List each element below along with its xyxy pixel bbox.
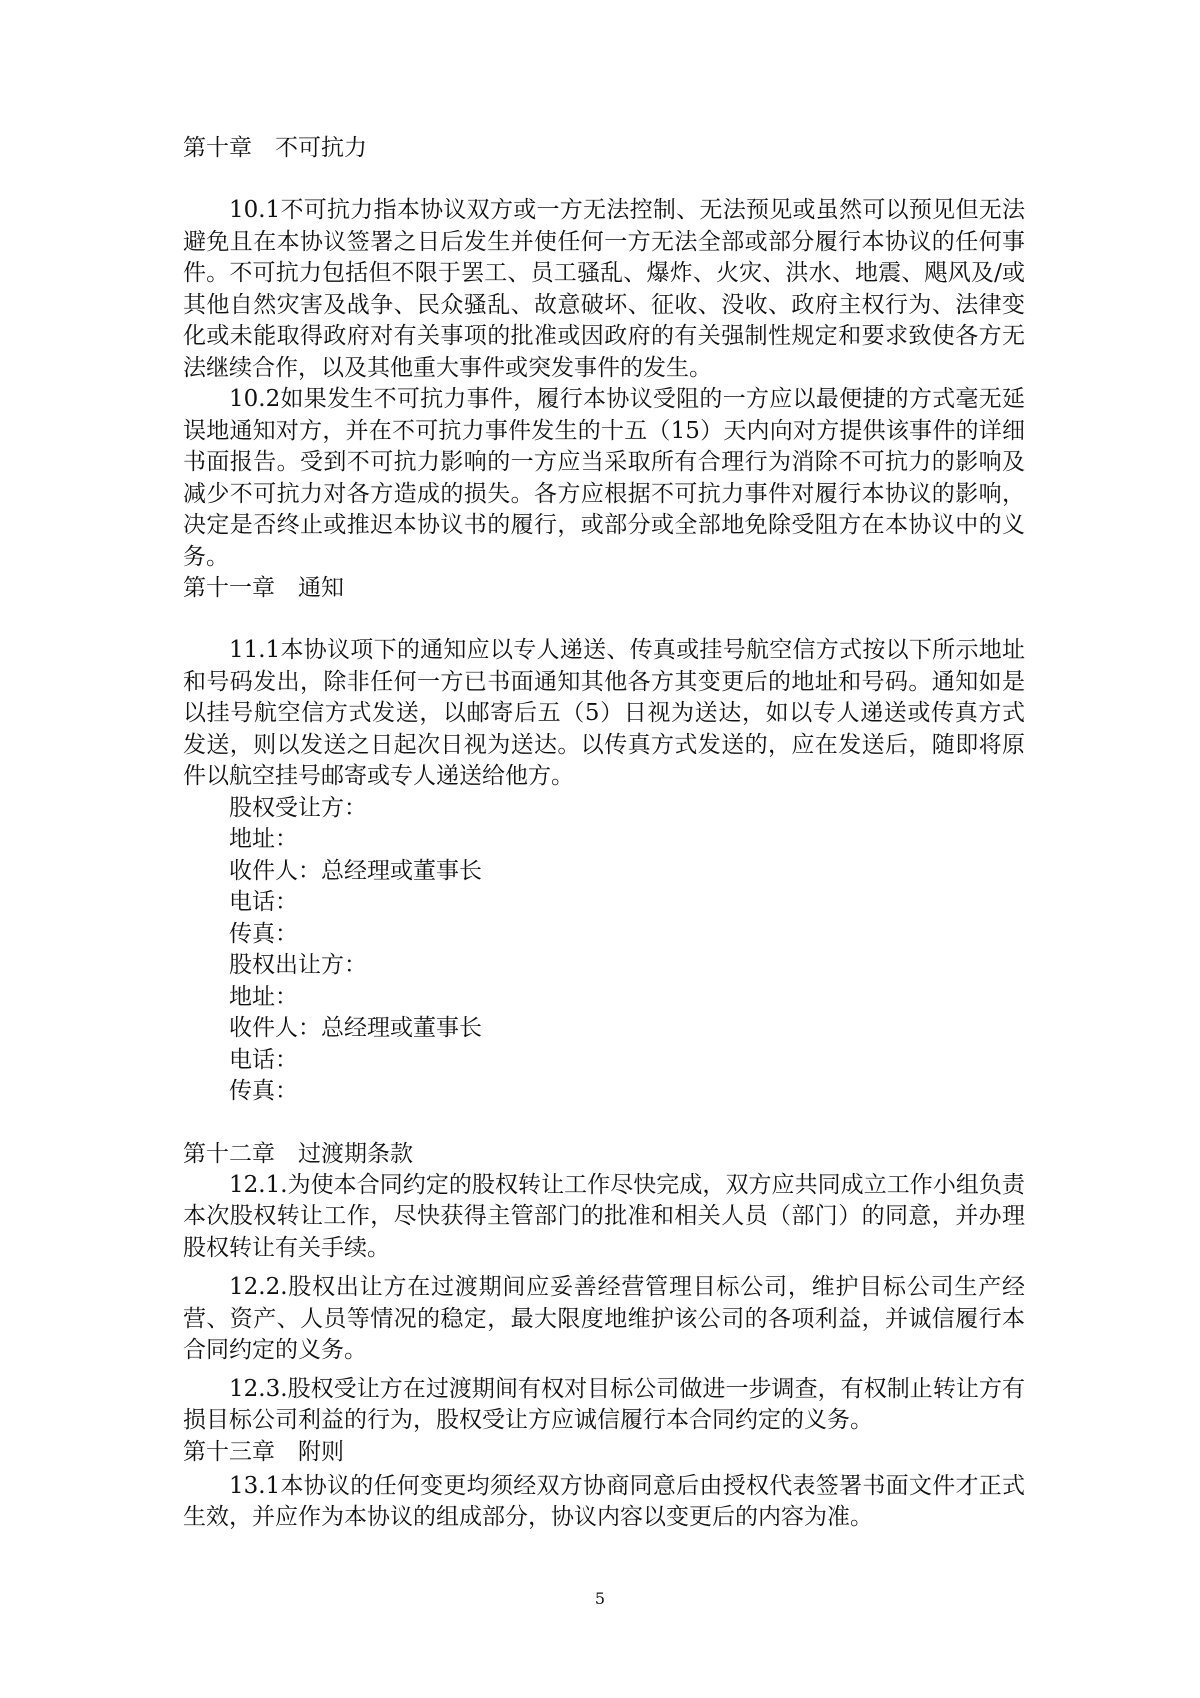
clause-13-1: 13.1本协议的任何变更均须经双方协商同意后由授权代表签署书面文件才正式生效，并应作为本协议的组成部分，协议内容以变更后的内容为准。 [183, 1472, 1025, 1530]
document-body [183, 133, 1025, 1534]
transferor-recipient: 收件人：总经理或董事长 [229, 1015, 482, 1041]
transferee-fax: 传真： [229, 920, 298, 947]
chapter-10-heading: 第十章 不可抗力 [183, 135, 367, 161]
clause-10-1: 10.1不可抗力指本协议双方或一方无法控制、无法预见或虽然可以预见但无法避免且在本协议签署之日后发生并使任何一方无法全部或部分履行本协议的任何事件。不可抗力包括但不限于罢工、员工骚乱、爆炸、火灾、洪水、地震、飓风及/或其他自然灾害及战争、民众骚乱、故意破坏、征收、没收、政府主权行为、法律变化或未能取得政府对有关事项的批准或因政府的有关强制性规定和要求致使各方无法继续合作，以及其他重大事件或突发事件的发生。 [183, 197, 1025, 381]
transferee-recipient: 收件人：总经理或董事长 [229, 857, 482, 884]
transferor-phone: 电话： [229, 1046, 298, 1073]
gap [183, 1264, 1025, 1272]
clause-11-1: 11.1本协议项下的通知应以专人递送、传真或挂号航空信方式按以下所示地址和号码发出，除非任何一方已书面通知其他各方其变更后的地址和号码。通知如是以挂号航空信方式发送，以邮寄后五（5）日视为送达，如以专人递送或传真方式发送，则以发送之日起次日视为送达。以传真方式发送的，应在发送后，随即将原件以航空挂号邮寄或专人递送给他方。 [183, 637, 1025, 789]
transferee-title: 股权受让方： [229, 794, 367, 821]
transferor-fax: 传真： [229, 1078, 298, 1104]
transferee-address: 地址： [229, 826, 298, 852]
chapter-12-heading: 第十二章 过渡期条款 [183, 1140, 413, 1167]
clause-12-3: 12.3.股权受让方在过渡期间有权对目标公司做进一步调查，有权制止转让方有损目标公司利益的行为，股权受让方应诚信履行本合同约定的义务。 [183, 1375, 1025, 1433]
transferor-title: 股权出让方： [229, 952, 367, 978]
spacer [183, 604, 1025, 635]
spacer [183, 164, 1025, 195]
chapter-13-heading: 第十三章 附则 [183, 1438, 344, 1465]
page-number: 5 [594, 1589, 606, 1608]
clause-12-2: 12.2.股权出让方在过渡期间应妥善经营管理目标公司，维护目标公司生产经营、资产、人员等情况的稳定，最大限度地维护该公司的各项利益，并诚信履行本合同约定的义务。 [183, 1274, 1025, 1363]
gap [183, 1367, 1025, 1374]
transferor-address: 地址： [229, 983, 298, 1010]
clause-12-1: 12.1.为使本合同约定的股权转让工作尽快完成，双方应共同成立工作小组负责本次股权转让工作，尽快获得主管部门的批准和相关人员（部门）的同意，并办理股权转让有关手续。 [183, 1171, 1025, 1261]
chapter-11-heading: 第十一章 通知 [183, 575, 344, 601]
transferee-phone: 电话： [229, 889, 298, 915]
spacer [183, 1108, 1025, 1139]
clause-10-2: 10.2如果发生不可抗力事件，履行本协议受阻的一方应以最便捷的方式毫无延误地通知对方，并在不可抗力事件发生的十五（15）天内向对方提供该事件的详细书面报告。受到不可抗力影响的一方应当采取所有合理行为消除不可抗力的影响及减少不可抗力对各方造成的损失。各方应根据不可抗力事件对履行本协议的影响，决定是否终止或推迟本协议书的履行，或部分或全部地免除受阻方在本协议中的义务。 [183, 386, 1025, 570]
